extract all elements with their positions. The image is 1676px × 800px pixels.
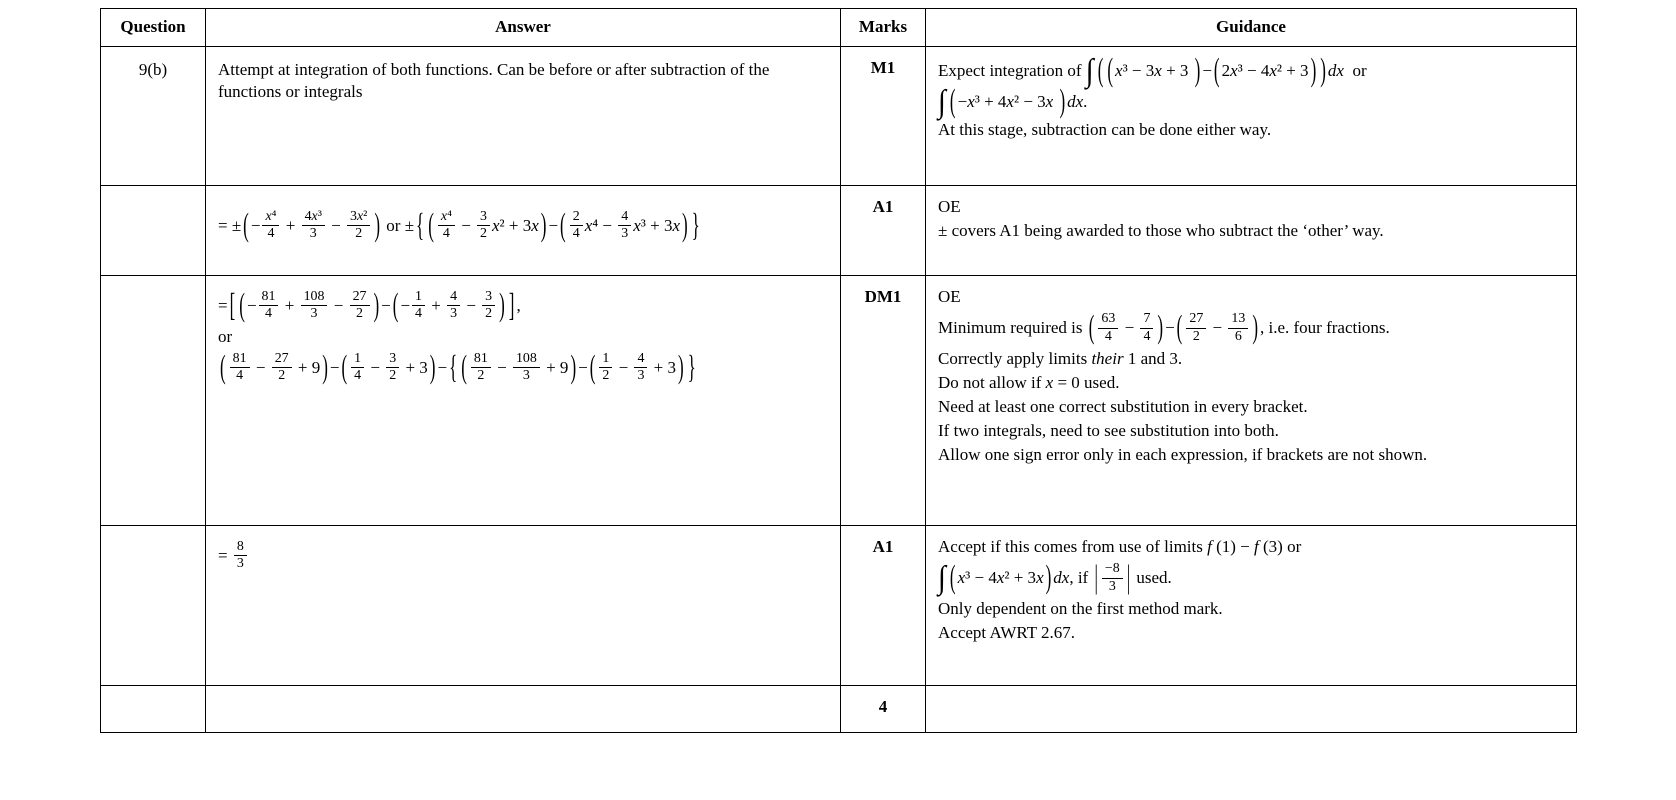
- big-delimiter: ): [373, 286, 380, 323]
- text-run: or: [382, 215, 405, 235]
- fraction-denominator: 6: [1234, 328, 1242, 344]
- text-line: [938, 83, 1564, 120]
- big-delimiter: }: [691, 206, 700, 243]
- math-expression: [1046, 372, 1080, 394]
- fraction: [272, 351, 292, 385]
- cell-question-r4: [101, 526, 206, 686]
- big-delimiter: (: [1213, 52, 1220, 89]
- text-run: At this stage, subtraction can be done either way.: [938, 119, 1272, 139]
- text-line: [938, 622, 1564, 644]
- math-text: −: [1202, 61, 1212, 81]
- fraction: [634, 351, 647, 385]
- math-expression: [218, 288, 521, 324]
- cell-marks-r3: DM1: [841, 276, 926, 526]
- cell-question-r5: [101, 686, 206, 733]
- math-text: = ±: [218, 215, 242, 235]
- text-run: or: [1343, 61, 1367, 81]
- big-delimiter: {: [449, 348, 458, 385]
- fraction: [1102, 561, 1123, 595]
- fraction-denominator: 2: [278, 368, 286, 384]
- big-delimiter: ): [322, 348, 328, 385]
- fraction-denominator: 3: [637, 368, 645, 384]
- math-text: −: [1120, 317, 1139, 337]
- text-line: [938, 52, 1564, 89]
- big-delimiter: |: [1094, 558, 1098, 596]
- cell-guidance-r1: [926, 47, 1577, 186]
- fraction-denominator: 2: [356, 306, 364, 322]
- cell-guidance-r3: [926, 276, 1577, 526]
- integral-sign: ∫: [1085, 53, 1094, 89]
- fraction: [477, 209, 490, 243]
- fraction-denominator: 2: [389, 368, 397, 384]
- fraction: [618, 209, 631, 243]
- table-row: [101, 276, 1577, 526]
- fraction-numerator: 81: [259, 289, 279, 306]
- text-line: [938, 372, 1564, 394]
- math-expression: [938, 558, 1074, 596]
- cell-answer-r5: [206, 686, 841, 733]
- text-run: or: [218, 326, 233, 346]
- big-delimiter: ): [1045, 558, 1052, 596]
- math-text: + 9: [541, 357, 569, 377]
- fraction-numerator: 4: [634, 351, 647, 368]
- text-line: [218, 538, 828, 574]
- text-run: Only dependent on the first method mark.: [938, 598, 1223, 618]
- math-text: =: [218, 545, 232, 565]
- cell-answer-r3: [206, 276, 841, 526]
- cell-guidance-r4: [926, 526, 1577, 686]
- math-text: x³ + 3x: [633, 215, 680, 235]
- big-delimiter: |: [1126, 558, 1131, 596]
- text-run: used.: [1079, 373, 1120, 393]
- big-delimiter: ): [678, 348, 684, 385]
- fraction: [438, 209, 455, 243]
- fraction: [570, 209, 583, 243]
- big-delimiter: (: [1088, 308, 1095, 346]
- math-text: −: [400, 295, 411, 315]
- fraction: [351, 351, 364, 385]
- header-answer: Answer: [206, 9, 841, 47]
- math-text: +: [427, 295, 446, 315]
- math-expression: [1085, 52, 1344, 89]
- big-delimiter: ]: [508, 286, 515, 323]
- fraction-denominator: 4: [267, 226, 275, 242]
- fraction-numerator: 1: [599, 351, 612, 368]
- text-run: OE: [938, 197, 961, 216]
- big-delimiter: (: [243, 206, 249, 243]
- text-line: [938, 536, 1564, 558]
- mark-scheme-table: [100, 8, 1577, 733]
- math-text: 2x³ − 4x² + 3: [1221, 61, 1309, 81]
- fraction-numerator: 8: [234, 539, 247, 556]
- big-delimiter: (: [341, 348, 348, 385]
- big-delimiter: ): [1252, 308, 1258, 346]
- fraction-numerator: 1: [351, 351, 364, 368]
- math-text: f (1) − f (3): [1207, 537, 1283, 556]
- fraction-denominator: 4: [415, 306, 422, 322]
- math-text: −: [578, 357, 588, 377]
- math-text: dx,: [1053, 567, 1074, 587]
- big-delimiter: (: [1107, 52, 1114, 89]
- math-text: −: [326, 215, 346, 235]
- text-run: Attempt at integration of both functions. Can be before or after subtraction of the functions or integrals: [218, 60, 774, 102]
- fraction: [350, 289, 370, 323]
- fraction-denominator: 4: [442, 226, 450, 242]
- fraction-numerator: 108: [301, 289, 328, 306]
- fraction: [301, 289, 328, 323]
- math-expression: [218, 208, 382, 244]
- big-delimiter: (: [949, 83, 956, 120]
- text-line: [218, 350, 828, 386]
- fraction-numerator: 4x³: [302, 209, 325, 226]
- big-delimiter: ): [1157, 308, 1164, 346]
- fraction-numerator: 4: [618, 209, 631, 226]
- math-text: x⁴ −: [584, 215, 617, 235]
- math-text: −: [381, 295, 391, 315]
- big-delimiter: ): [499, 286, 505, 323]
- fraction: [482, 289, 495, 323]
- math-text: x² + 3x: [492, 215, 539, 235]
- big-delimiter: ): [570, 348, 577, 385]
- cell-answer-r2: [206, 186, 841, 276]
- fraction-numerator: 108: [513, 351, 540, 368]
- math-text: −: [548, 215, 559, 235]
- math-text: +: [280, 295, 299, 315]
- text-run: Expect integration of: [938, 61, 1086, 81]
- fraction-denominator: 2: [1192, 328, 1200, 344]
- header-guidance: Guidance: [926, 9, 1577, 47]
- text-run: Minimum required is: [938, 317, 1087, 337]
- big-delimiter: (: [428, 206, 434, 243]
- cell-marks-r2: A1: [841, 186, 926, 276]
- fraction: [259, 289, 279, 323]
- text-run: Accept if this comes from use of limits: [938, 537, 1208, 556]
- math-text: x = 0: [1045, 373, 1080, 393]
- fraction-numerator: 63: [1098, 311, 1118, 328]
- text-line: [938, 310, 1564, 346]
- fraction-denominator: 3: [236, 556, 244, 572]
- text-line: [938, 348, 1564, 370]
- fraction-numerator: 81: [230, 351, 250, 368]
- fraction-numerator: x⁴: [262, 209, 279, 226]
- cell-question-r1: 9(b): [101, 47, 206, 186]
- fraction-denominator: 2: [602, 368, 610, 384]
- text-line: [938, 396, 1564, 418]
- fraction-numerator: 4: [447, 289, 460, 306]
- fraction: [471, 351, 491, 385]
- fraction: [234, 539, 247, 573]
- big-delimiter: ): [1194, 52, 1201, 89]
- big-delimiter: (: [1097, 52, 1104, 89]
- fraction-denominator: 3: [310, 306, 318, 322]
- fraction-denominator: 4: [265, 306, 272, 322]
- text-line: [218, 208, 828, 244]
- math-text: −: [456, 215, 476, 235]
- text-line: [938, 119, 1564, 141]
- text-line: [938, 420, 1564, 442]
- big-delimiter: ): [374, 206, 381, 243]
- math-expression: [1092, 560, 1132, 596]
- math-text: x³ − 3x + 3: [1115, 61, 1193, 81]
- fraction-numerator: 27: [1186, 311, 1206, 328]
- text-line: [938, 560, 1564, 596]
- text-line: [218, 326, 828, 348]
- text-run: Need at least one correct substitution in every bracket.: [938, 397, 1308, 417]
- math-text: −: [250, 215, 261, 235]
- math-text: ,: [516, 295, 521, 315]
- fraction-numerator: 13: [1228, 311, 1248, 328]
- text-run: their: [1091, 348, 1124, 368]
- math-text: =: [218, 295, 228, 315]
- text-run: Correctly apply limits: [938, 348, 1092, 368]
- math-text: dx: [1327, 61, 1344, 81]
- fraction-numerator: 3: [386, 351, 399, 368]
- text-line: [218, 59, 828, 103]
- cell-answer-r1: [206, 47, 841, 186]
- fraction: [1228, 311, 1248, 345]
- table-row: [101, 47, 1577, 186]
- big-delimiter: (: [239, 286, 245, 323]
- math-text: −: [366, 357, 385, 377]
- math-text: −: [492, 357, 511, 377]
- text-line: [938, 444, 1564, 466]
- text-run: 1 and 3.: [1123, 348, 1183, 368]
- math-text: ±: [404, 215, 415, 235]
- big-delimiter: (: [560, 206, 566, 243]
- table-row: [101, 526, 1577, 686]
- fraction-numerator: 1: [412, 289, 425, 306]
- math-text: −: [437, 357, 448, 377]
- integral-sign: ∫: [938, 83, 946, 120]
- big-delimiter: ): [540, 206, 547, 243]
- fraction-denominator: 4: [572, 226, 580, 242]
- fraction-numerator: 81: [471, 351, 491, 368]
- text-line: [938, 220, 1564, 242]
- fraction: [412, 289, 425, 323]
- text-run: ± covers A1 being awarded to those who subtract the ‘other’ way.: [938, 221, 1384, 241]
- big-delimiter: {: [416, 206, 425, 243]
- math-expression: [938, 83, 1088, 120]
- fraction-denominator: 4: [354, 368, 362, 384]
- fraction-denominator: 2: [480, 226, 487, 242]
- math-text: + 3: [649, 357, 676, 377]
- fraction: [230, 351, 250, 385]
- cell-guidance-r5: [926, 686, 1577, 733]
- big-delimiter: ): [1310, 52, 1317, 89]
- math-expression: [405, 208, 702, 244]
- math-expression: [218, 350, 698, 386]
- fraction-denominator: 4: [1143, 328, 1151, 344]
- fraction: [599, 351, 612, 385]
- text-run: or: [1282, 537, 1302, 556]
- math-text: −: [329, 295, 348, 315]
- text-line: [938, 598, 1564, 620]
- big-delimiter: [: [229, 286, 236, 323]
- fraction: [447, 289, 460, 323]
- fraction: [1098, 311, 1118, 345]
- math-text: −: [1165, 317, 1175, 337]
- text-line: [938, 286, 1564, 308]
- fraction-numerator: 3: [482, 289, 495, 306]
- big-delimiter: ): [682, 206, 688, 243]
- table-row: [101, 186, 1577, 276]
- big-delimiter: }: [687, 348, 696, 385]
- big-delimiter: ): [429, 348, 436, 385]
- cell-answer-r4: [206, 526, 841, 686]
- big-delimiter: (: [589, 348, 596, 385]
- math-text: + 9: [293, 357, 321, 377]
- text-run: Do not allow if: [938, 373, 1046, 393]
- fraction-denominator: 2: [477, 368, 485, 384]
- big-delimiter: (: [461, 348, 467, 385]
- cell-marks-r4: A1: [841, 526, 926, 686]
- big-delimiter: (: [392, 286, 399, 323]
- math-text: −: [1208, 317, 1227, 337]
- math-text: −: [329, 357, 340, 377]
- math-expression: [1087, 310, 1260, 346]
- text-run: used.: [1132, 567, 1172, 587]
- math-text: −: [462, 295, 481, 315]
- math-text: −x³ + 4x² − 3x: [957, 92, 1054, 112]
- fraction-denominator: 3: [1108, 578, 1116, 594]
- text-run: If two integrals, need to see substitution into both.: [938, 421, 1279, 441]
- fraction-numerator: 3: [477, 209, 490, 226]
- fraction-numerator: 27: [272, 351, 292, 368]
- text-run: if: [1073, 567, 1093, 587]
- fraction: [1140, 311, 1153, 345]
- fraction: [1186, 311, 1206, 345]
- fraction: [347, 209, 370, 243]
- header-marks: Marks: [841, 9, 926, 47]
- math-text: −: [246, 295, 257, 315]
- text-run: Allow one sign error only in each expression, if brackets are not shown.: [938, 445, 1428, 465]
- fraction-denominator: 4: [1104, 328, 1112, 344]
- fraction-numerator: 2: [570, 209, 583, 226]
- text-run: OE: [938, 287, 961, 306]
- fraction-denominator: 3: [621, 226, 629, 242]
- cell-question-r3: [101, 276, 206, 526]
- fraction: [513, 351, 540, 385]
- fraction-denominator: 2: [485, 306, 493, 322]
- big-delimiter: (: [949, 558, 956, 596]
- fraction-denominator: 4: [236, 368, 244, 384]
- math-text: x³ − 4x² + 3x: [957, 567, 1044, 587]
- text-run: , i.e. four fractions.: [1259, 317, 1390, 337]
- fraction-numerator: 7: [1140, 311, 1153, 328]
- math-text: + 3: [401, 357, 428, 377]
- fraction-denominator: 3: [309, 226, 317, 242]
- header-row: [101, 9, 1577, 47]
- cell-marks-r1: M1: [841, 47, 926, 186]
- fraction-numerator: 3x²: [347, 209, 370, 226]
- big-delimiter: (: [1176, 308, 1183, 346]
- math-expression: [1207, 536, 1283, 558]
- big-delimiter: (: [220, 348, 226, 385]
- big-delimiter: ): [1059, 83, 1066, 120]
- text-line: [938, 196, 1564, 218]
- fraction-numerator: x⁴: [438, 209, 455, 226]
- fraction: [386, 351, 399, 385]
- table-row: [101, 686, 1577, 733]
- fraction: [262, 209, 279, 243]
- math-text: dx.: [1067, 92, 1088, 112]
- integral-sign: ∫: [938, 559, 946, 596]
- cell-guidance-r2: [926, 186, 1577, 276]
- fraction-denominator: 3: [522, 368, 530, 384]
- math-expression: [218, 538, 249, 574]
- header-question: Question: [101, 9, 206, 47]
- math-text: −: [251, 357, 270, 377]
- cell-marks-r5: 4: [841, 686, 926, 733]
- cell-question-r2: [101, 186, 206, 276]
- mark-scheme-page: [0, 8, 1676, 800]
- math-text: −: [614, 357, 633, 377]
- fraction-numerator: −8: [1102, 561, 1123, 578]
- fraction-denominator: 2: [355, 226, 363, 242]
- fraction: [302, 209, 325, 243]
- text-run: Accept AWRT 2.67.: [938, 623, 1076, 643]
- fraction-numerator: 27: [350, 289, 370, 306]
- text-line: [218, 288, 828, 324]
- math-text: +: [281, 215, 300, 235]
- fraction-denominator: 3: [450, 306, 458, 322]
- big-delimiter: ): [1320, 52, 1326, 89]
